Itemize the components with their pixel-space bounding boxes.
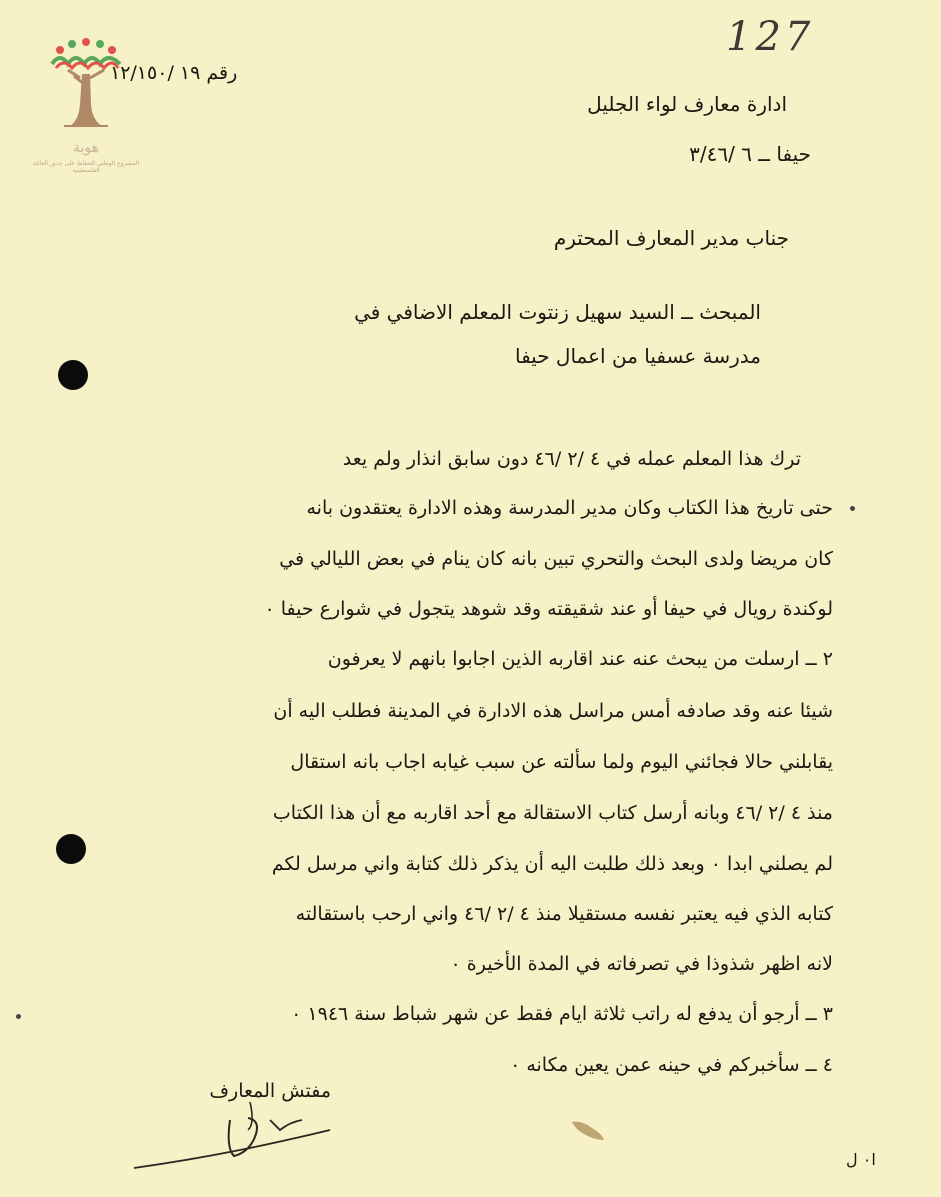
subject-line-1: المبحث ــ السيد سهيل زنتوت المعلم الاضافي في: [354, 300, 761, 324]
body-line: حتى تاريخ هذا الكتاب وكان مدير المدرسة وهذه الادارة يعتقدون بانه: [306, 497, 833, 519]
body-line: يقابلني حالا فجائني اليوم ولما سألته عن سبب غيابه اجاب بانه استقال: [290, 751, 833, 773]
punch-hole: [56, 834, 86, 864]
body-line: لانه اظهر شذوذا في تصرفاته في المدة الأخيرة ٠: [450, 953, 833, 975]
body-line: كان مريضا ولدى البحث والتحري تبين بانه كان ينام في بعض الليالي في: [279, 548, 833, 570]
svg-text:هوية: هوية: [72, 140, 100, 156]
speck: [850, 506, 855, 511]
body-line: ترك هذا المعلم عمله في ٤ /٢ /٤٦ دون سابق انذار ولم يعد: [342, 448, 801, 470]
department-name: ادارة معارف لواء الجليل: [587, 92, 787, 116]
body-line: ٣ ــ أرجو أن يدفع له راتب ثلاثة ايام فقط عن شهر شباط سنة ١٩٤٦ ٠: [291, 1003, 833, 1025]
body-line: شيئا عنه وقد صادفه أمس مراسل هذه الادارة في المدينة فطلب اليه أن: [273, 700, 833, 722]
bottom-reference: ا٠ ل: [846, 1150, 876, 1169]
body-line: منذ ٤ /٢ /٤٦ وبانه أرسل كتاب الاستقالة مع أحد اقاربه مع أن هذا الكتاب: [272, 802, 833, 824]
place-date: حيفا ــ ٦ /٣/٤٦: [689, 142, 811, 166]
body-line: لوكندة رويال في حيفا أو عند شقيقته وقد شوهد يتجول في شوارع حيفا ٠: [264, 598, 833, 620]
body-line: لم يصلني ابدا ٠ وبعد ذلك طلبت اليه أن يذكر ذلك كتابة واني مرسل لكم: [271, 853, 833, 875]
hawiya-logo: [46, 34, 126, 174]
ink-stain: [568, 1116, 608, 1144]
body-line: كتابه الذي فيه يعتبر نفسه مستقيلا منذ ٤ /٢ /٤٦ واني ارحب باستقالته: [295, 903, 833, 925]
subject-line-2: مدرسة عسفيا من اعمال حيفا: [514, 344, 761, 368]
addressee: جناب مدير المعارف المحترم: [553, 226, 789, 250]
handwritten-page-number: 127: [726, 14, 815, 60]
punch-hole: [58, 360, 88, 390]
signature-title: مفتش المعارف: [209, 1080, 331, 1102]
body-line: ٤ ــ سأخبركم في حينه عمن يعين مكانه ٠: [510, 1054, 833, 1076]
logo-caption: المشروع الوطني للحفاظ على جذور العائلة الفلسطينية: [32, 160, 140, 174]
speck: [16, 1014, 21, 1019]
body-line: ٢ ــ ارسلت من يبحث عنه عند اقاربه الذين اجابوا بانهم لا يعرفون: [327, 648, 833, 670]
handwritten-signature: [130, 1090, 360, 1180]
reference-number: رقم ١٩ /١٢/١٥٠: [110, 62, 238, 84]
